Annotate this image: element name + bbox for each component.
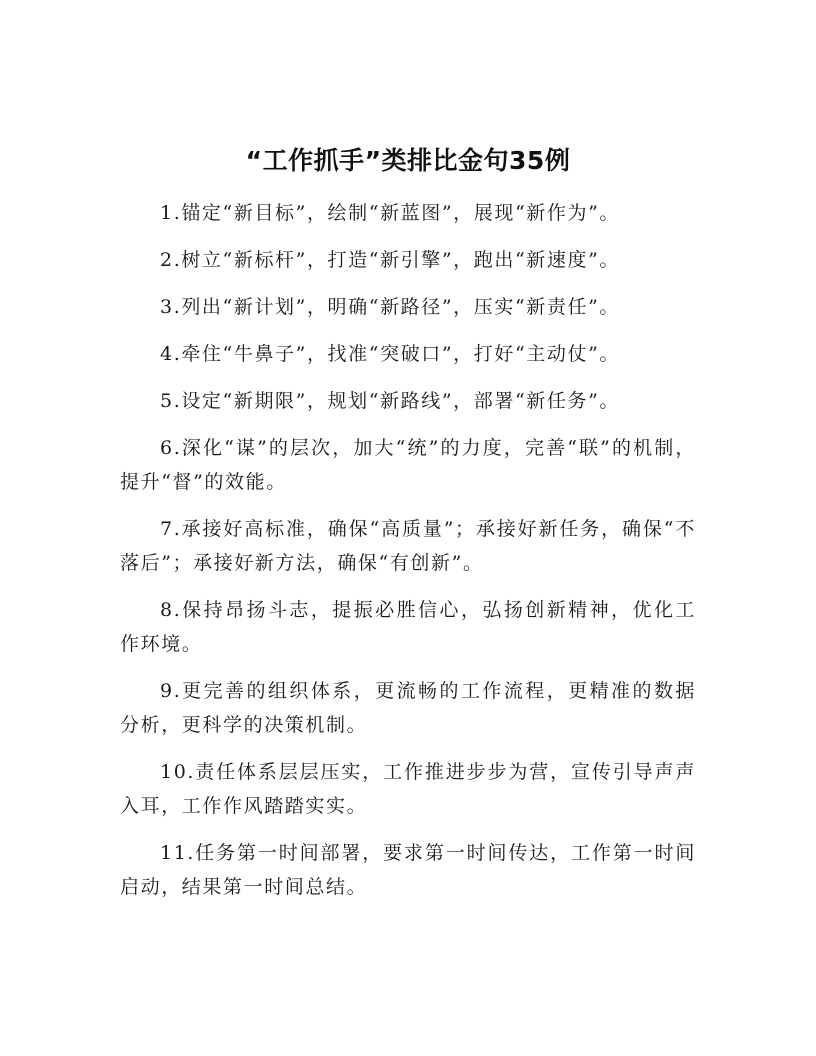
paragraph-7: 7.承接好高标准，确保“高质量”；承接好新任务，确保“不落后”；承接好新方法，确保“有创新”。 bbox=[120, 518, 696, 574]
paragraph-5: 5.设定“新期限”，规划“新路线”，部署“新任务”。 bbox=[160, 390, 621, 412]
paragraph-1: 1.锚定“新目标”，绘制“新蓝图”，展现“新作为”。 bbox=[160, 202, 621, 224]
document-title: “工作抓手”类排比金句35例 bbox=[245, 146, 571, 175]
paragraph-3: 3.列出“新计划”，明确“新路径”，压实“新责任”。 bbox=[160, 296, 621, 318]
paragraph-2: 2.树立“新标杆”，打造“新引擎”，跑出“新速度”。 bbox=[160, 249, 621, 271]
paragraph-9: 9.更完善的组织体系，更流畅的工作流程，更精准的数据分析，更科学的决策机制。 bbox=[120, 680, 696, 736]
document-body bbox=[120, 196, 696, 917]
paragraph-6: 6.深化“谋”的层次，加大“统”的力度，完善“联”的机制，提升“督”的效能。 bbox=[120, 437, 696, 493]
paragraph-11: 11.任务第一时间部署，要求第一时间传达，工作第一时间启动，结果第一时间总结。 bbox=[120, 842, 696, 898]
paragraph-8: 8.保持昂扬斗志，提振必胜信心，弘扬创新精神，优化工作环境。 bbox=[120, 599, 696, 655]
paragraph-4: 4.牵住“牛鼻子”，找准“突破口”，打好“主动仗”。 bbox=[160, 343, 621, 365]
paragraph-10: 10.责任体系层层压实，工作推进步步为营，宣传引导声声入耳，工作作风踏踏实实。 bbox=[120, 761, 696, 817]
